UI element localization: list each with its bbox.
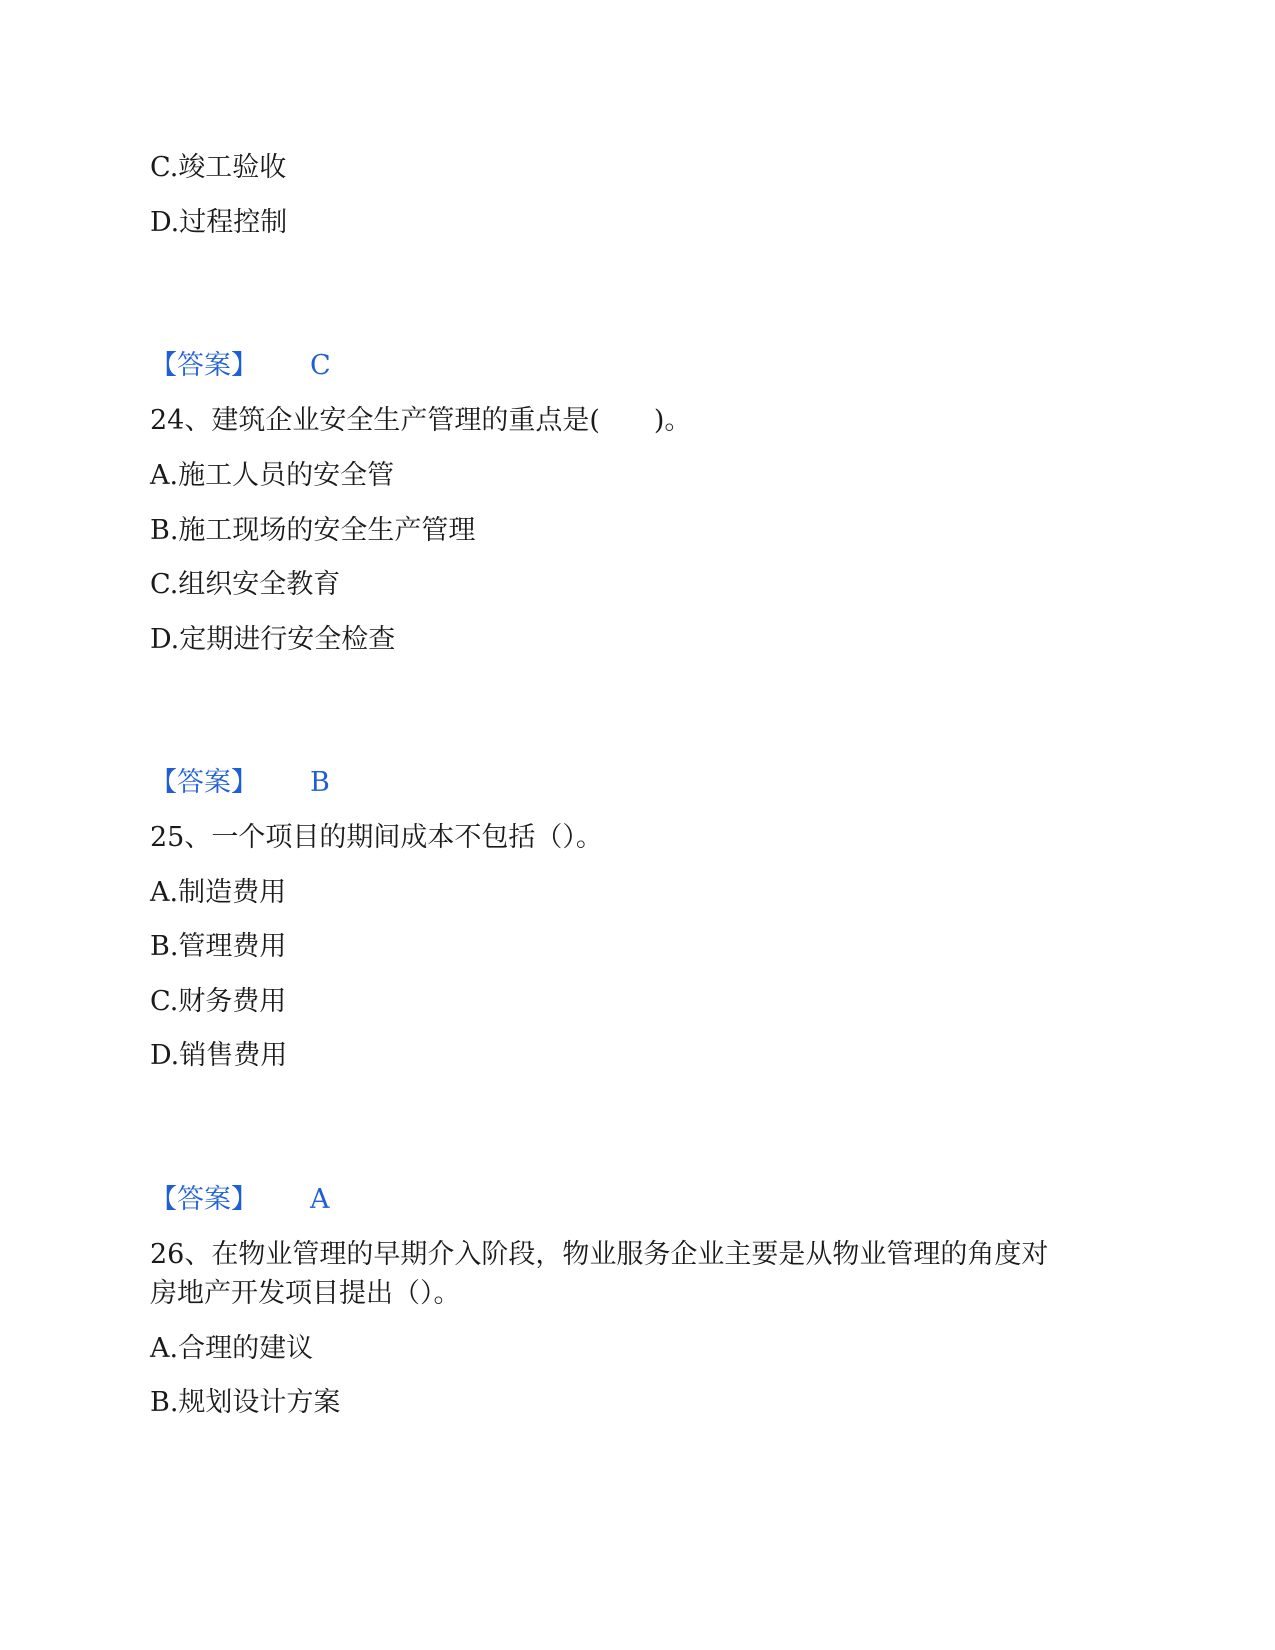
option-d: D.过程控制 [150, 207, 288, 238]
answer-value: B [310, 767, 330, 798]
answer-line [150, 348, 331, 384]
question-stem-line-2: 房地产开发项目提出（）。 [150, 1278, 461, 1309]
answer-label: 【答案】 [150, 1184, 258, 1215]
answer-line [150, 765, 330, 801]
option-c: C.财务费用 [150, 986, 287, 1017]
option-b: B.管理费用 [150, 931, 287, 962]
option-a: A.合理的建议 [150, 1333, 314, 1364]
answer-value: A [310, 1184, 330, 1215]
question-stem-line-1: 26、在物业管理的早期介入阶段，物业服务企业主要是从物业管理的角度对 [150, 1239, 1049, 1270]
question-stem: 24、建筑企业安全生产管理的重点是( )。 [150, 405, 692, 436]
option-b: B.施工现场的安全生产管理 [150, 515, 476, 546]
answer-value: C [310, 350, 331, 381]
option-d: D.定期进行安全检查 [150, 624, 396, 655]
option-c: C.竣工验收 [150, 152, 287, 183]
option-a: A.制造费用 [150, 877, 287, 908]
option-b: B.规划设计方案 [150, 1387, 341, 1418]
option-d: D.销售费用 [150, 1040, 288, 1071]
answer-label: 【答案】 [150, 350, 258, 381]
answer-label: 【答案】 [150, 767, 258, 798]
option-a: A.施工人员的安全管 [150, 460, 395, 491]
answer-line [150, 1182, 330, 1218]
option-c: C.组织安全教育 [150, 569, 341, 600]
question-stem: 25、一个项目的期间成本不包括（）。 [150, 822, 603, 853]
